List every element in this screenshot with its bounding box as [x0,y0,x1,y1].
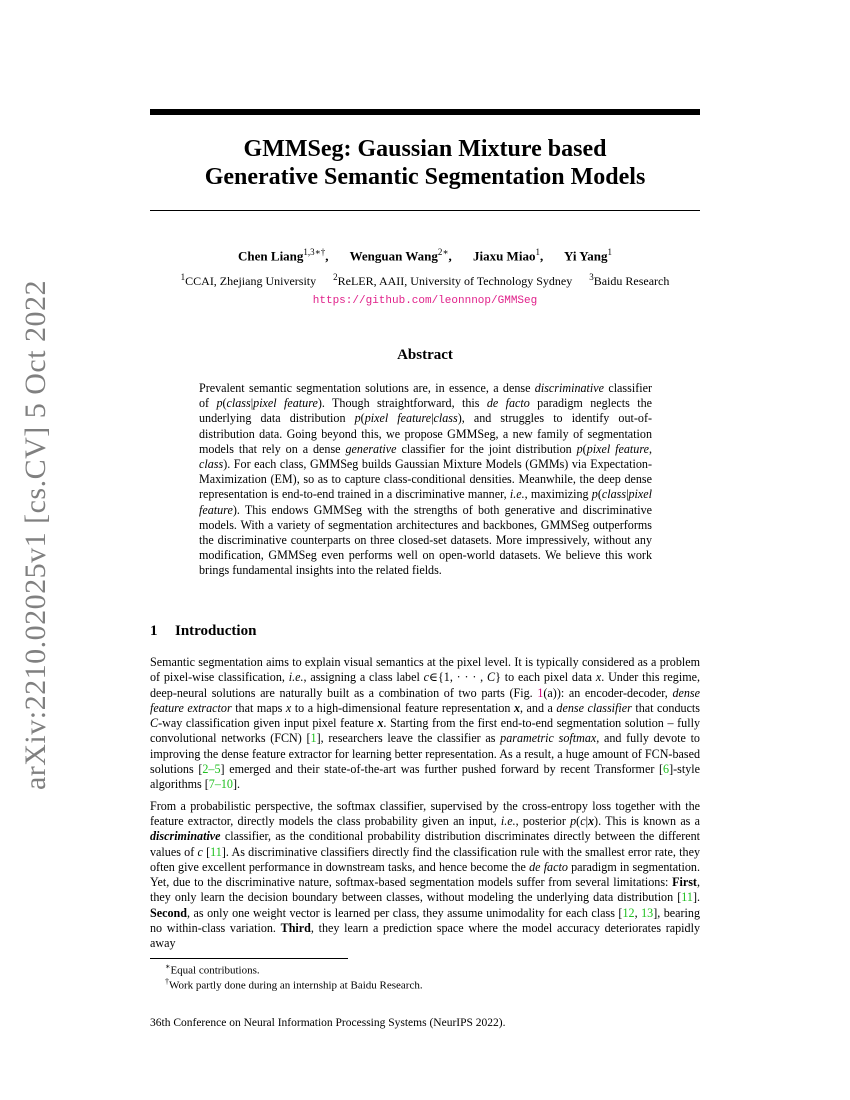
author-name: Wenguan Wang [349,248,438,264]
figure-ref[interactable]: 1 [537,685,544,700]
citation-link[interactable]: 6 [663,762,670,777]
abstract-heading: Abstract [397,347,453,363]
arxiv-stamp-text: arXiv:2210.02025v1 [cs.CV] 5 Oct 2022 [19,279,53,791]
footnote-text: Work partly done during an internship at Baidu Research. [169,979,423,992]
affiliation-text: ReLER, AAII, University of Technology Sydney [337,274,573,288]
repo-link[interactable]: https://github.com/leonnnop/GMMSeg [312,295,538,307]
affiliation-mark: 2 [333,272,338,282]
author-name: Chen Liang [238,248,304,264]
author-list: Chen Liang$^{1,3∗\dagger}$, Wenguan Wang$^{2∗}$, Jiaxu Miao$^1$, Yi Yang$^1$ [238,247,612,264]
introduction-body [150,655,700,958]
footnote-mark: † [165,977,169,986]
affiliation-list [150,272,700,289]
author-name: Jiaxu Miao [472,248,536,264]
citation-link[interactable]: 11 [210,844,222,859]
author-name: Yi Yang [563,248,608,264]
footnote-mark: ∗ [165,962,171,971]
title-rule [150,210,700,211]
citation-link[interactable]: 2–5 [202,762,221,777]
paragraph: Semantic segmentation aims to explain visual semantics at the pixel level. It is typically considered as a problem of pixel-wise classification, i.e., assigning a class label c∈{1, · · · , C} to each pixel data x. Under this regime, deep-neural solutions are naturally built as a combination of two parts (Fig. 1(a)): an encoder-decoder, dense feature extractor that maps x to a high-dimensional feature representation x, and a dense classifier that conducts C-way classification given input pixel feature x. Starting from the first end-to-end segmentation solution – fully convolutional networks (FCN) [1], researchers leave the classifier as parametric softmax, and fully devote to improving the dense feature extractor for learning better representation. As a result, a huge amount of FCN-based solutions [2–5] emerged and their state-of-the-art was further pushed forward by recent Transformer [6]-style algorithms [7–10]. [150,655,701,792]
section-number: 1 [150,623,158,639]
author-marks: 1 [535,247,540,257]
citation-link[interactable]: 12 [622,905,635,920]
abstract-text: Prevalent semantic segmentation solutions are, in essence, a dense discriminative classifier of p(class|pixel feature). Though straightforward, this de facto paradigm neglects the underlying data distribution p(pixel feature|class), and struggles to identify out-of-distribution data. Going beyond this, we propose GMMSeg, a new family of segmentation models that rely on a dense generative classifier for the joint distribution p(pixel feature, class). For each class, GMMSeg builds Gaussian Mixture Models (GMMs) via Expectation-Maximization (EM), so as to capture class-conditional densities. Meanwhile, the deep dense representation is end-to-end trained in a discriminative manner, i.e., maximizing p(class|pixel feature). This endows GMMSeg with the strengths of both generative and discriminative models. With a variety of segmentation architectures and backbones, GMMSeg outperforms the discriminative counterparts on three closed-set datasets. More impressively, without any modification, GMMSeg even performs well on open-world datasets. We believe this work brings fundamental insights into the related fields. [199,381,652,578]
paper-title [150,135,700,191]
section-heading [150,623,256,640]
affiliation-mark: 3 [589,272,594,282]
citation-link[interactable]: 1 [310,731,317,746]
author-marks: 2∗ [437,247,449,257]
title-line-1: GMMSeg: Gaussian Mixture based [243,136,607,162]
footnote-rule [150,958,348,959]
top-rule [150,109,700,115]
footnote-text: Equal contributions. [170,964,260,977]
conference-footer: 36th Conference on Neural Information Processing Systems (NeurIPS 2022). [150,1017,506,1029]
citation-link[interactable]: 11 [681,890,693,905]
author-marks: 1 [607,247,612,257]
section-title: Introduction [175,623,257,639]
citation-link[interactable]: 7–10 [208,777,233,792]
author-marks: 1,3∗† [303,247,326,257]
arxiv-stamp [16,279,56,791]
citation-link[interactable]: 13 [641,905,654,920]
title-line-2: Generative Semantic Segmentation Models [204,164,646,190]
footnote [165,962,260,977]
affiliation-mark: 1 [180,272,186,282]
affiliation-text: CCAI, Zhejiang University [185,274,317,288]
footnote [165,977,423,992]
paragraph: From a probabilistic perspective, the softmax classifier, supervised by the cross-entropy loss together with the feature extractor, directly models the class probability given an input, i.e., posterior p(c|x). This is known as a discriminative classifier, as the conditional probability distribution discriminates directly between the different values of c [11]. As discriminative classifiers directly find the classification rule with the smallest error rate, they often give excellent performance in downstream tasks, and hence become the de facto paradigm in segmentation. Yet, due to the discriminative nature, softmax-based segmentation models suffer from several limitations: First, they only learn the decision boundary between classes, without modeling the underlying data distribution [11]. Second, as only one weight vector is learned per class, they assume unimodality for each class [12, 13], bearing no within-class variation. Third, they learn a prediction space where the model accuracy deteriorates rapidly away [150,798,701,951]
affiliation-text: Baidu Research [593,274,670,288]
